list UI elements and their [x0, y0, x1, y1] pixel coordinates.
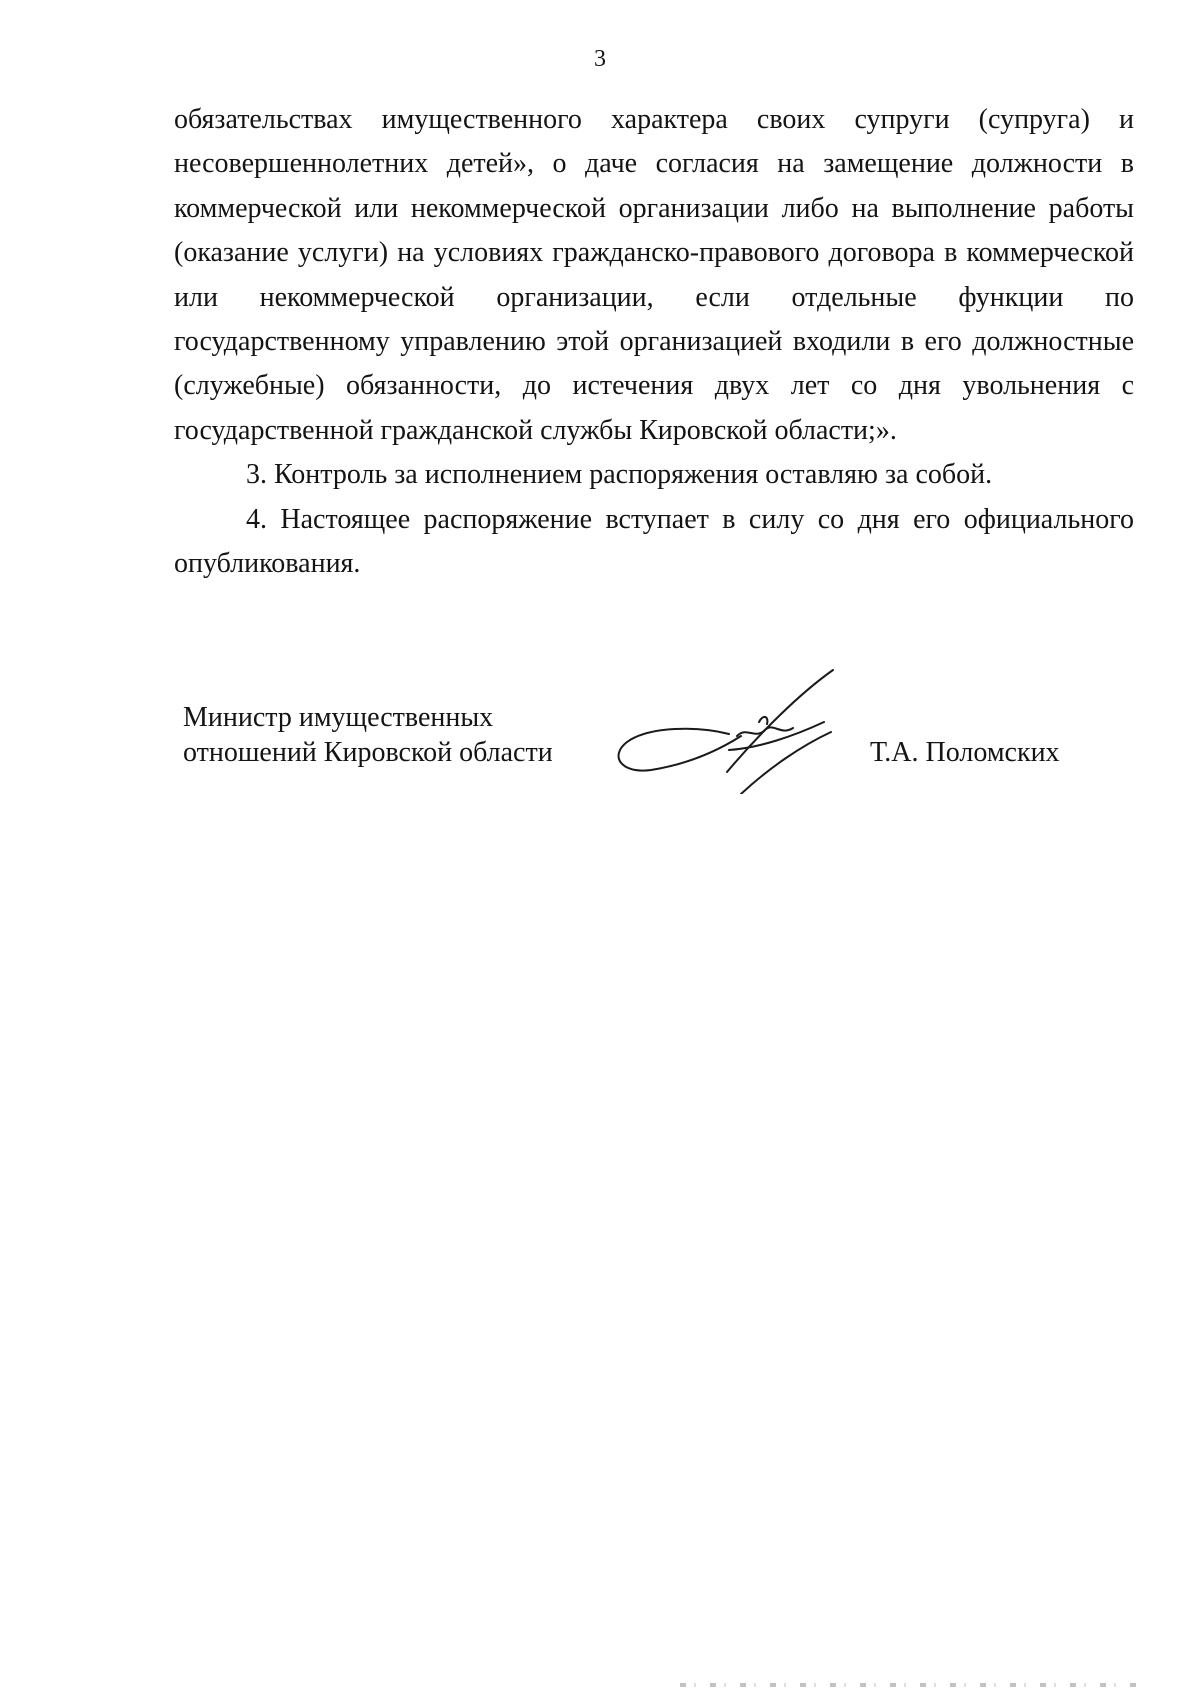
- document-body: [174, 98, 1134, 586]
- page-number: 3: [594, 46, 606, 72]
- signer-position: [183, 700, 553, 770]
- signer-position-line-1: Министр имущественных: [183, 702, 494, 733]
- signer-position-line-2: отношений Кировской области: [183, 737, 553, 768]
- paragraph-item-4: 4. Настоящее распоряжение вступает в силу со дня его официального опубликования.: [174, 503, 1134, 580]
- paragraph-continuation: обязательствах имущественного характера своих супруги (супруга) и несовершеннолетних детей», о даче согласия на замещение должности в коммерческой или некоммерческой организации либо на выполнение работы (оказание услуги) на условиях гражданско-правового договора в коммерческой или некоммерческой организации, если отдельные функции по государственному управлению этой организацией входили в его должностные (служебные) обязанности, до истечения двух лет со дня увольнения с государственной гражданской службы Кировской области;».: [174, 104, 1134, 446]
- signer-name: Т.А. Поломских: [870, 737, 1060, 768]
- scan-artifact-line: [680, 1683, 1140, 1687]
- handwritten-signature-icon: [609, 664, 859, 794]
- signature-block: [183, 700, 1083, 800]
- paragraph-item-3: 3. Контроль за исполнением распоряжения оставляю за собой.: [246, 459, 993, 491]
